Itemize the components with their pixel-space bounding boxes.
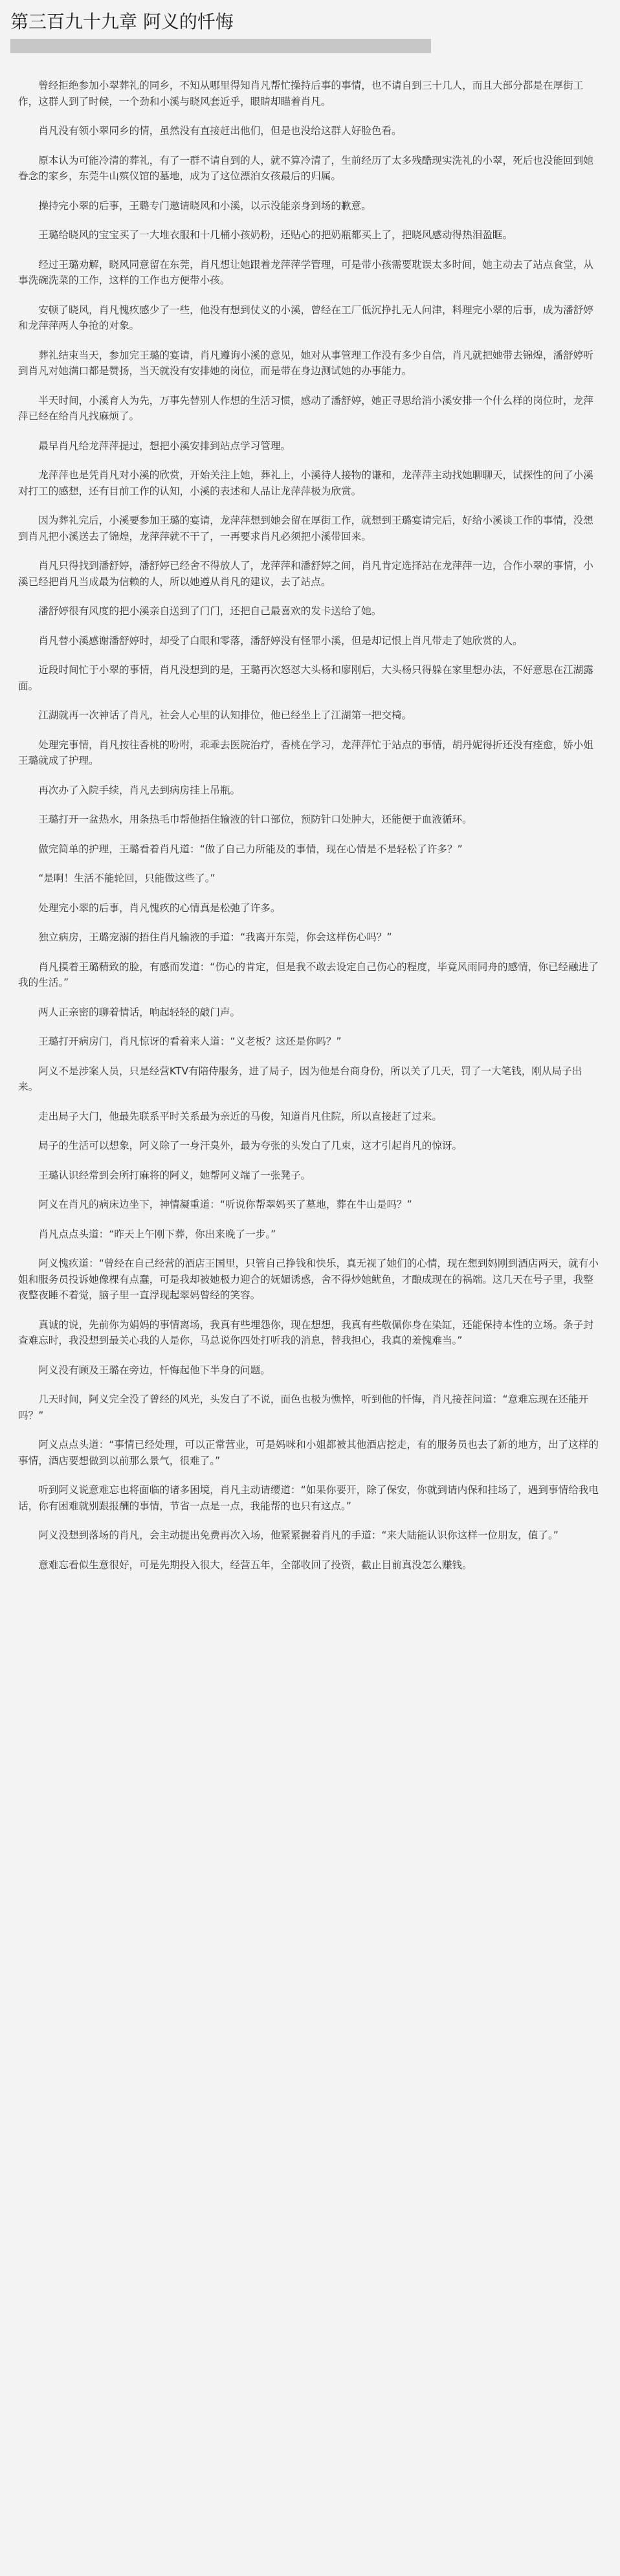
paragraph: 王璐打开病房门，肖凡惊讶的看着来人道：“义老板？这还是你吗？” xyxy=(38,1036,342,1047)
paragraph: 意难忘看似生意很好，可是先期投入很大，经营五年，全部收回了投资，截止目前真没怎么赚钱。 xyxy=(38,1559,472,1571)
chapter-title: 第三百九十九章 阿义的忏悔 xyxy=(10,11,234,32)
paragraph: 王璐认识经常到会所打麻将的阿义，她帮阿义端了一张凳子。 xyxy=(38,1169,311,1181)
paragraph: 近段时间忙于小翠的事情，肖凡没想到的是，王璐再次怒怼大头杨和廖刚后，大头杨只得躲在家里想办法，不好意思在江湖露面。 xyxy=(18,664,593,692)
paragraph: 阿义没有顾及王璐在旁边，忏悔起他下半身的问题。 xyxy=(38,1364,271,1376)
paragraph: 阿义点点头道：“事情已经处理，可以正常营业，可是妈咪和小姐都被其他酒店挖走，有的服务员也去了新的地方，出了这样的事情，酒店要想做到以前那么景气，很难了。” xyxy=(18,1439,599,1467)
paragraph: 独立病房，王璐宠溺的捂住肖凡输液的手道：“我离开东莞，你会这样伤心吗？” xyxy=(38,931,392,943)
paragraph: 做完简单的护理，王璐看着肖凡道：“做了自己力所能及的事情，现在心情是不是轻松了许多？” xyxy=(38,843,463,855)
paragraph: 听到阿义说意难忘也将面临的诸多困境，肖凡主动请缨道：“如果你要开，除了保安，你就到请内保和挂场了，遇到事情给我电话，你有困难就别跟报酬的事情，节省一点是一点，我能帮的也只有这点。” xyxy=(18,1484,599,1512)
paragraph: 再次办了入院手续，肖凡去到病房挂上吊瓶。 xyxy=(38,784,241,796)
paragraph: 安顿了晓风，肖凡愧疚感少了一些，他没有想到仗义的小溪，曾经在工厂低沉挣扎无人问津，料理完小翠的后事，成为潘舒婷和龙萍萍两人争抢的对象。 xyxy=(18,304,593,331)
paragraph: 阿义没想到落场的肖凡，会主动提出免费再次入场，他紧紧握着肖凡的手道：“来大陆能认识你这样一位朋友，值了。” xyxy=(38,1529,559,1541)
paragraph: 处理完事情，肖凡按往香桃的吩咐，乖乖去医院治疗，香桃在学习，龙萍萍忙于站点的事情，胡丹妮得折还没有痊愈，娇小姐王璐就成了护理。 xyxy=(18,738,593,766)
paragraph: 操持完小翠的后事，王璐专门邀请晓风和小溪，以示没能亲身到场的歉意。 xyxy=(38,199,371,212)
paragraph: 潘舒婷很有风度的把小溪亲自送到了门门，还把自己最喜欢的发卡送给了她。 xyxy=(38,605,382,617)
paragraph: “是啊！生活不能轮回，只能做这些了。” xyxy=(38,872,216,884)
paragraph: 阿义不是涉案人员，只是经营KTV有陪侍服务，进了局子，因为他是台商身份，所以关了几天，罚了一大笔钱，刚从局子出来。 xyxy=(18,1065,582,1093)
paragraph: 局子的生活可以想象，阿义除了一身汗臭外，最为夸张的头发白了几束，这才引起肖凡的惊讶。 xyxy=(38,1140,463,1151)
paragraph: 江湖就再一次神话了肖凡，社会人心里的认知排位，他已经坐上了江湖第一把交椅。 xyxy=(38,709,412,721)
paragraph: 肖凡点点头道：“昨天上午刚下葬，你出来晚了一步。” xyxy=(38,1228,276,1240)
paragraph: 处理完小翠的后事，肖凡愧疚的心情真是松弛了许多。 xyxy=(38,902,281,914)
paragraph: 几天时间，阿义完全没了曾经的风光，头发白了不说，面色也极为憔悴，听到他的忏悔，肖凡接茬问道：“意难忘现在还能开吗？” xyxy=(18,1393,589,1421)
paragraph: 原本认为可能冷清的葬礼，有了一群不请自到的人，就不算冷清了，生前经历了太多残酷现实洗礼的小翠，死后也没能回到她眷念的家乡，东莞牛山殡仪馆的墓地，成为了这位漂泊女孩最后的归属。 xyxy=(18,154,593,182)
paragraph: 最早肖凡给龙萍萍提过，想把小溪安排到站点学习管理。 xyxy=(38,439,291,452)
paragraph: 葬礼结束当天，参加完王璐的宴请，肖凡遵询小溪的意见，她对从事管理工作没有多少自信，肖凡就把她带去锦煌，潘舒婷听到肖凡对她满口都是赞扬，当天就没有安排她的岗位，而是带在身边测试她的办事能力。 xyxy=(18,349,593,377)
paragraph: 走出局子大门，他最先联系平时关系最为亲近的马俊，知道肖凡住院，所以直接赶了过来。 xyxy=(38,1110,442,1122)
paragraph: 阿义在肖凡的病床边坐下，神情凝重道：“听说你帮翠妈买了墓地，葬在牛山是吗？” xyxy=(38,1199,412,1210)
paragraph: 肖凡替小溪感谢潘舒婷时，却受了白眼和零落，潘舒婷没有怪罪小溪，但是却记恨上肖凡带走了她欣赏的人。 xyxy=(38,634,523,647)
paragraph: 龙萍萍也是凭肖凡对小溪的欣赏，开始关注上她，葬礼上，小溪待人接物的谦和，龙萍萍主动找她聊聊天，试探性的问了小溪对打工的感想，还有目前工作的认知，小溪的表述和人品让龙萍萍极为欣赏。 xyxy=(18,469,593,497)
title-divider-bar xyxy=(10,39,431,53)
paragraph: 曾经拒绝参加小翠葬礼的同乡，不知从哪里得知肖凡帮忙操持后事的事情，也不请自到三十几人，而且大部分都是在厚街工作，这群人到了时候，一个劲和小溪与晓风套近乎，眼睛却瞄着肖凡。 xyxy=(18,80,584,107)
paragraph: 肖凡只得找到潘舒婷，潘舒婷已经舍不得放人了，龙萍萍和潘舒婷之间，肖凡肯定选择站在龙萍萍一边，合作小翠的事情，小溪已经把肖凡当成最为信赖的人，所以她遵从肖凡的建议，去了站点。 xyxy=(18,560,593,588)
paragraph: 王璐打开一盆热水，用条热毛巾帮他捂住输液的针口部位，预防针口处肿大，还能便于血液循环。 xyxy=(38,814,472,825)
paragraph: 肖凡没有领小翠同乡的情，虽然没有直接赶出他们，但是也没给这群人好脸色看。 xyxy=(38,125,402,137)
paragraph: 半天时间，小溪育人为先，万事先替别人作想的生活习惯，感动了潘舒婷，她正寻思给消小溪安排一个什么样的岗位时，龙萍萍已经在给肖凡找麻烦了。 xyxy=(18,394,593,422)
paragraph: 真诚的说，先前你为娟妈的事情离场，我真有些埋怨你，现在想想，我真有些敬佩你身在染缸，还能保持本性的立场。条子封查难忘时，我没想到最关心我的人是你，马总说你四处打听我的消息，替我担心，我真的羞愧难当。” xyxy=(18,1318,593,1346)
paragraph: 阿义愧疚道：“曾经在自己经营的酒店王国里，只管自己挣钱和快乐，真无视了她们的心情，现在想到妈刚到酒店两天，就有小姐和服务员投诉她像棵有点蠢，可是我却被她极力迎合的妩媚诱惑，舍不得炒她鱿鱼，才酿成现在的祸端。这几天在号子里，我整夜整夜睡不着觉，脑子里一直浮现起翠妈曾经的笑容。 xyxy=(18,1258,599,1301)
paragraph: 因为葬礼完后，小溪要参加王璐的宴请，龙萍萍想到她会留在厚街工作，就想到王璐宴请完后，好给小溪谈工作的事情，没想到肖凡把小溪送去了锦煌，龙萍萍就不干了，一再要求肖凡必须把小溪带回来。 xyxy=(18,515,593,542)
paragraph: 经过王璐劝解，晓风同意留在东莞，肖凡想让她跟着龙萍萍学管理，可是带小孩需要耽误太多时间，她主动去了站点食堂，从事洗碗洗菜的工作，这样的工作也方便带小孩。 xyxy=(18,258,593,286)
chapter-body xyxy=(10,78,610,1573)
paragraph: 王璐给晓风的宝宝买了一大堆衣服和十几桶小孩奶粉，还贴心的把奶瓶都买上了，把晓风感动得热泪盈眶。 xyxy=(38,229,513,241)
paragraph: 肖凡摸着王璐精致的脸，有感而发道：“伤心的肯定，但是我不敢去设定自己伤心的程度，毕竟风雨同舟的感情，你已经融进了我的生活。” xyxy=(18,960,599,988)
paragraph: 两人正亲密的聊着情话，响起轻轻的敲门声。 xyxy=(38,1006,241,1018)
